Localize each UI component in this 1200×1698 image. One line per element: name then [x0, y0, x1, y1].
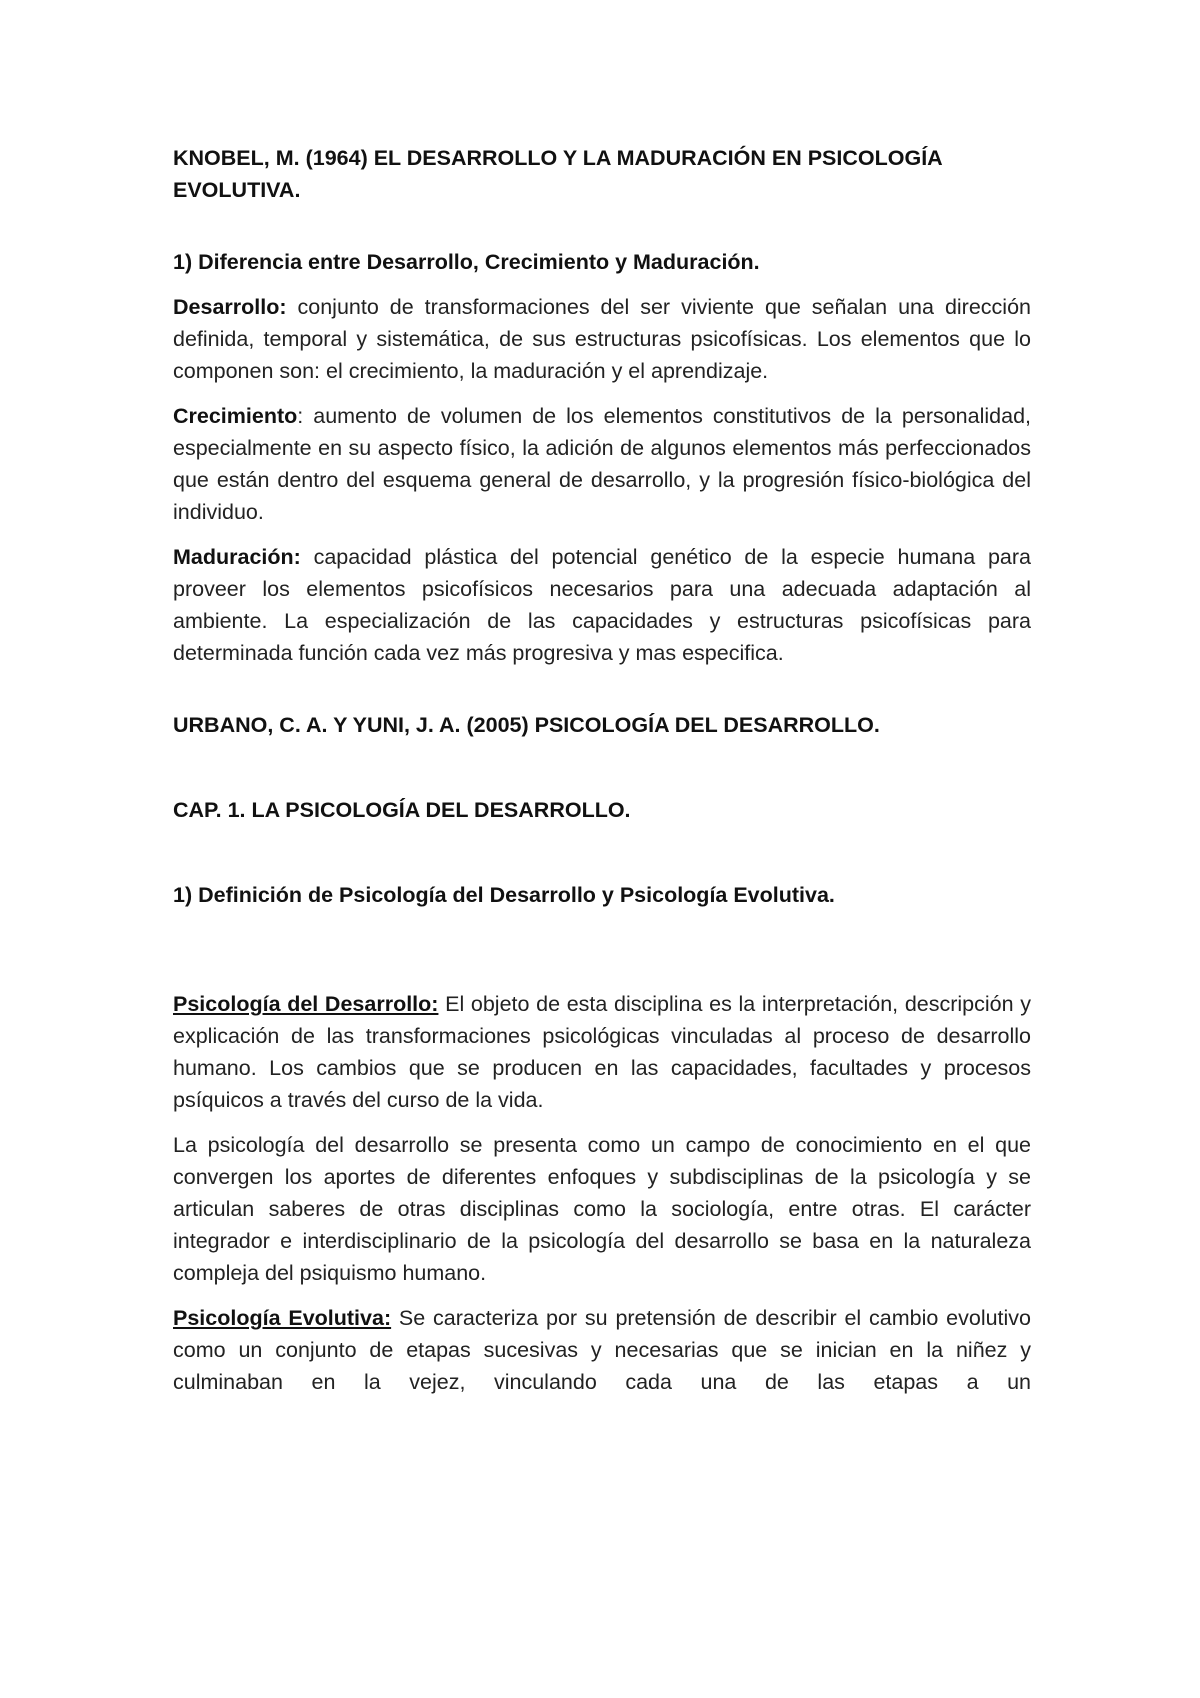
term-desarrollo: Desarrollo:	[173, 295, 287, 319]
knobel-question-heading: 1) Diferencia entre Desarrollo, Crecimiento y Maduración.	[173, 250, 760, 274]
definition-crecimiento-text: : aumento de volumen de los elementos constitutivos de la personalidad, especialmente en su aspecto físico, la adición de algunos elementos más perfeccionados que están dentro del esquema general de desarrollo, y la progresión físico-biológica del individuo.	[173, 404, 1031, 524]
integrative-paragraph: La psicología del desarrollo se presenta como un campo de conocimiento en el que convergen los aportes de diferentes enfoques y subdisciplinas de la psicología y se articulan saberes de otras disciplinas como la sociología, entre otras. El carácter integrador e interdisciplinario de la psicología del desarrollo se basa en la naturaleza compleja del psiquismo humano.	[173, 1133, 1031, 1285]
knobel-reference-title: KNOBEL, M. (1964) EL DESARROLLO Y LA MADURACIÓN EN PSICOLOGÍA EVOLUTIVA.	[173, 146, 942, 202]
definition-maduracion-text: capacidad plástica del potencial genético de la especie humana para proveer los elementos psicofísicos necesarios para una adecuada adaptación al ambiente. La especialización de las capacidades y estructuras psicofísicas para determinada función cada vez más progresiva y mas especifica.	[173, 545, 1031, 665]
psicologia-desarrollo-text: El objeto de esta disciplina es la interpretación, descripción y explicación de las transformaciones psicológicas vinculadas al proceso de desarrollo humano. Los cambios que se producen en las capacidades, facultades y procesos psíquicos a través del curso de la vida.	[173, 992, 1031, 1112]
definition-maduracion	[173, 541, 1031, 669]
definition-desarrollo	[173, 291, 1031, 387]
term-crecimiento: Crecimiento	[173, 404, 298, 428]
term-psicologia-desarrollo: Psicología del Desarrollo:	[173, 992, 439, 1016]
urbano-reference-title: URBANO, C. A. Y YUNI, J. A. (2005) PSICOLOGÍA DEL DESARROLLO.	[173, 713, 880, 737]
urbano-question-heading: 1) Definición de Psicología del Desarrollo y Psicología Evolutiva.	[173, 883, 835, 907]
term-maduracion: Maduración:	[173, 545, 301, 569]
term-psicologia-evolutiva: Psicología Evolutiva:	[173, 1306, 392, 1330]
psicologia-evolutiva-text: Se caracteriza por su pretensión de describir el cambio evolutivo como un conjunto de etapas sucesivas y necesarias que se inician en la niñez y culminaban en la vejez, vinculando cada una de las etapas a un	[173, 1306, 1032, 1394]
psicologia-desarrollo-paragraph	[173, 988, 1031, 1116]
psicologia-evolutiva-paragraph	[173, 1302, 1031, 1398]
definition-desarrollo-text: conjunto de transformaciones del ser viviente que señalan una dirección definida, temporal y sistemática, de sus estructuras psicofísicas. Los elementos que lo componen son: el crecimiento, la maduración y el aprendizaje.	[173, 295, 1031, 383]
document-content	[173, 142, 1031, 1398]
chapter-heading: CAP. 1. LA PSICOLOGÍA DEL DESARROLLO.	[173, 798, 631, 822]
definition-crecimiento	[173, 400, 1031, 528]
